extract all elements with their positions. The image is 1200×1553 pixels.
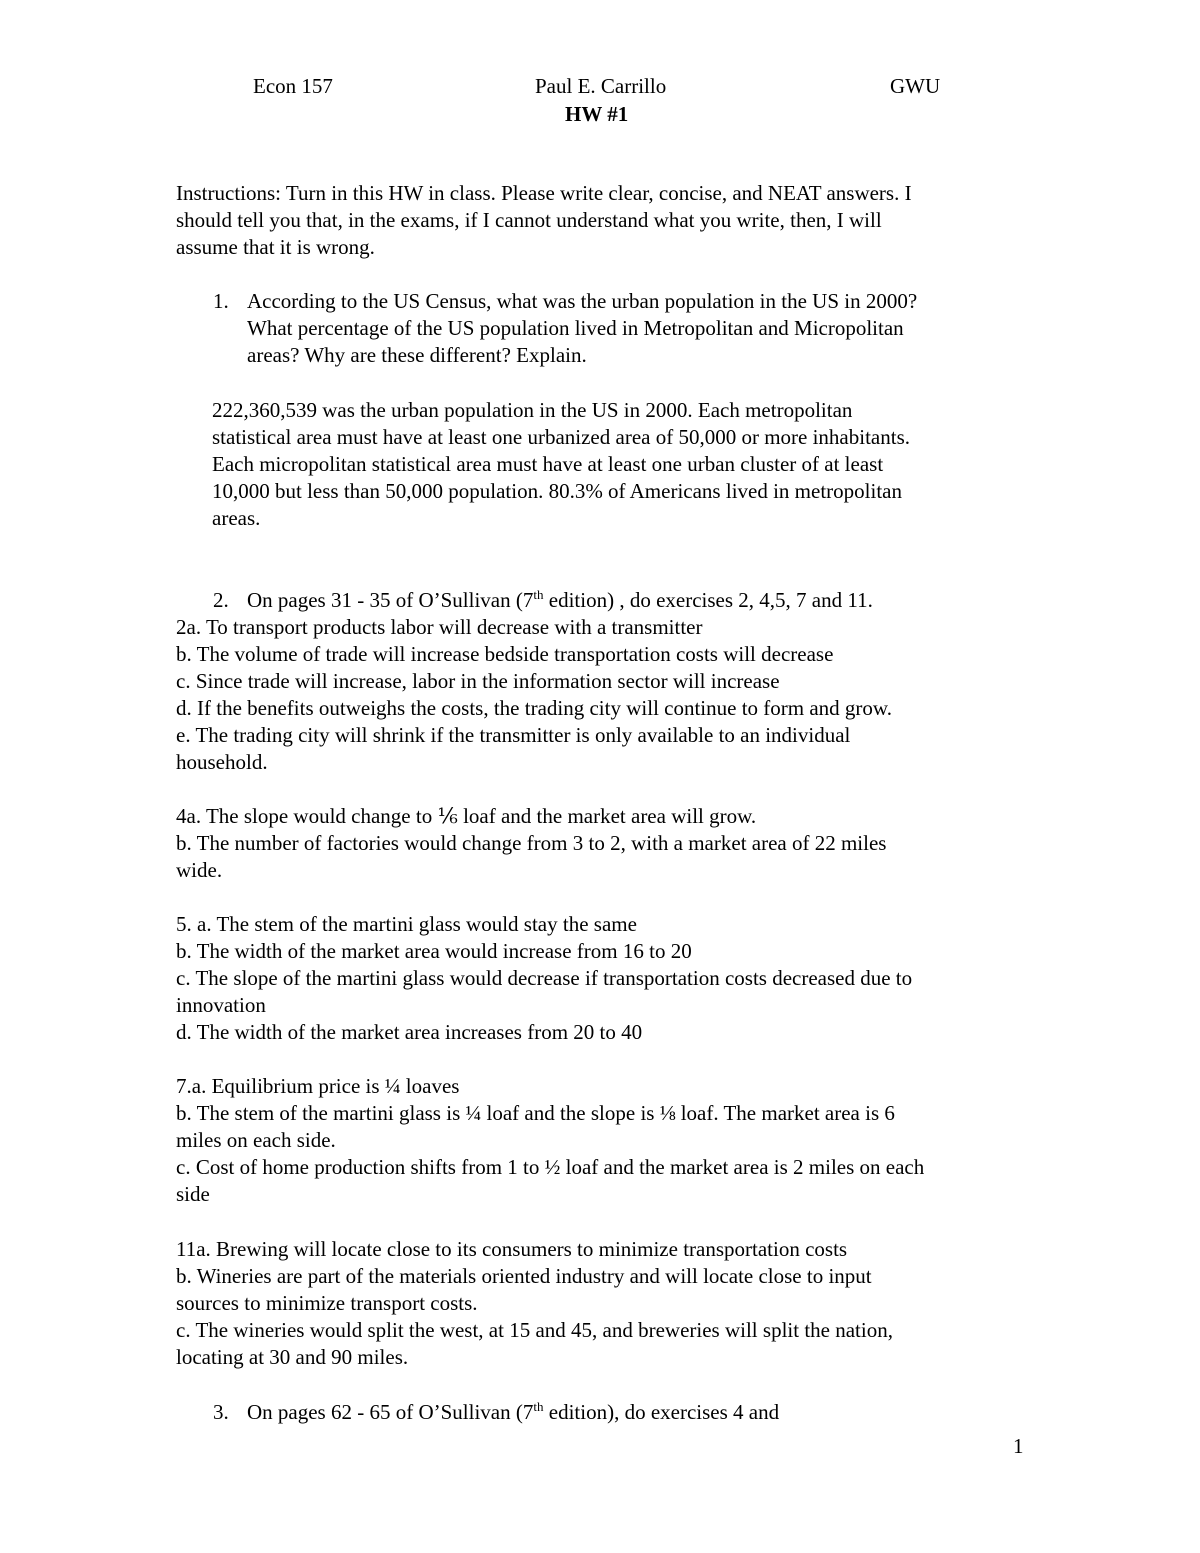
question-2-number: 2. xyxy=(213,588,229,612)
answers-exercise-7: 7.a. Equilibrium price is ¼ loaves b. The stem of the martini glass is ¼ loaf and the slope is ⅛ loaf. The market area is 6 miles on each side. c. Cost of home production shifts from 1 to ½ loaf and the market area is 2 miles on each side xyxy=(176,1074,925,1206)
question-2-superscript: th xyxy=(533,587,544,602)
answers-exercise-4: 4a. The slope would change to ⅙ loaf and the market area will grow. b. The number of factories would change from 3 to 2, with a market area of 22 miles wide. xyxy=(176,804,887,882)
answers-exercise-2: 2a. To transport products labor will decrease with a transmitter b. The volume of trade will increase bedside transportation costs will decrease c. Since trade will increase, labor in the information sector will increase d. If the benefits outweighs the costs, the trading city will continue to form and grow. e. The trading city will shrink if the transmitter is only available to an individual household. xyxy=(176,615,892,774)
question-3-superscript: th xyxy=(533,1399,544,1414)
answers-exercise-11: 11a. Brewing will locate close to its consumers to minimize transportation costs b. Wineries are part of the materials oriented industry and will locate close to input sources to minimize transport costs. c. The wineries would split the west, at 15 and 45, and breweries will split the nation, locating at 30 and 90 miles. xyxy=(176,1237,893,1369)
school-label: GWU xyxy=(890,74,941,98)
question-2-text xyxy=(247,587,873,614)
question-1-text: According to the US Census, what was the urban population in the US in 2000? What percentage of the US population lived in Metropolitan and Micropolitan areas? Why are these different? Explain. xyxy=(247,289,918,367)
question-3-text-end: edition), do exercises 4 and xyxy=(543,1400,780,1424)
question-3-text-start: On pages 62 - 65 of O’Sullivan (7 xyxy=(247,1400,534,1424)
page-number: 1 xyxy=(1013,1434,1024,1458)
question-2-text-end: edition) , do exercises 2, 4,5, 7 and 11. xyxy=(543,588,873,612)
question-1-number: 1. xyxy=(213,289,229,313)
instructions-paragraph: Instructions: Turn in this HW in class. Please write clear, concise, and NEAT answers. I should tell you that, in the exams, if I cannot understand what you write, then, I will assume that it is wrong. xyxy=(176,181,912,259)
author-label: Paul E. Carrillo xyxy=(535,74,667,98)
answers-exercise-5: 5. a. The stem of the martini glass would stay the same b. The width of the market area would increase from 16 to 20 c. The slope of the martini glass would decrease if transportation costs decreased due to innovation d. The width of the market area increases from 20 to 40 xyxy=(176,912,913,1044)
question-2-text-start: On pages 31 - 35 of O’Sullivan (7 xyxy=(247,588,534,612)
page-title: HW #1 xyxy=(565,102,629,126)
question-3-number: 3. xyxy=(213,1400,229,1424)
question-3-text xyxy=(247,1399,779,1426)
course-label: Econ 157 xyxy=(253,74,333,98)
question-1-answer: 222,360,539 was the urban population in the US in 2000. Each metropolitan statistical area must have at least one urbanized area of 50,000 or more inhabitants. Each micropolitan statistical area must have at least one urban cluster of at least 10,000 but less than 50,000 population. 80.3% of Americans lived in metropolitan areas. xyxy=(212,398,910,530)
